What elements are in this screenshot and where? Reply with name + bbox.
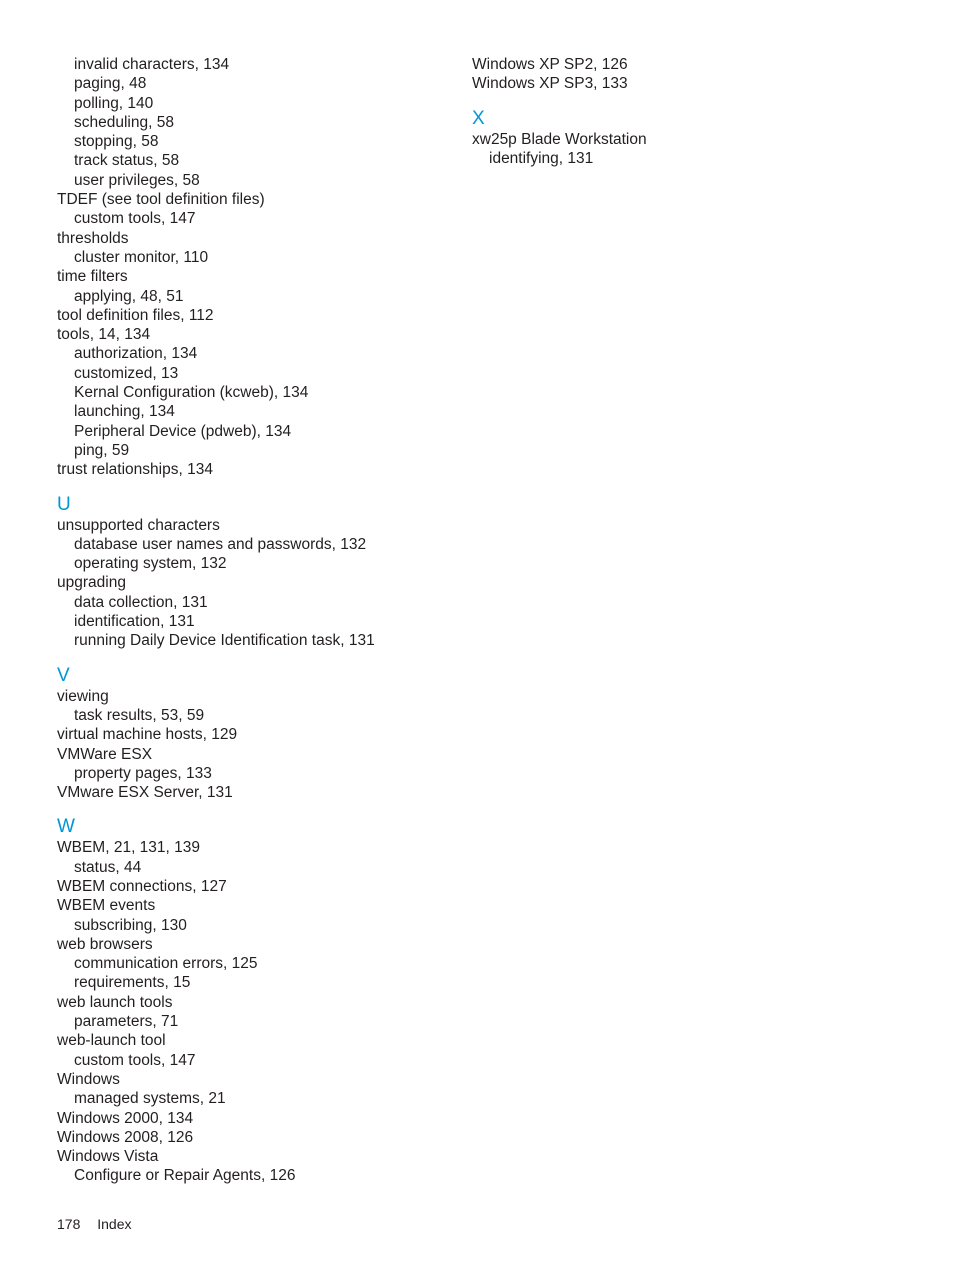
index-subentry: subscribing, 130 bbox=[74, 916, 187, 934]
index-subentry: custom tools, 147 bbox=[74, 210, 196, 228]
page-number: 178 bbox=[57, 1216, 81, 1232]
index-subentry: launching, 134 bbox=[74, 403, 175, 421]
index-subentry: authorization, 134 bbox=[74, 345, 198, 363]
index-entry: upgrading bbox=[57, 574, 126, 592]
index-subentry: task results, 53, 59 bbox=[74, 706, 205, 724]
index-subentry: user privileges, 58 bbox=[74, 171, 200, 189]
index-entry: WBEM connections, 127 bbox=[57, 877, 227, 895]
index-column-left bbox=[57, 55, 447, 1186]
index-entry: unsupported characters bbox=[57, 516, 220, 534]
index-subentry: running Daily Device Identification task, 131 bbox=[74, 632, 375, 650]
index-subentry: communication errors, 125 bbox=[74, 955, 258, 973]
index-subentry: parameters, 71 bbox=[74, 1013, 179, 1031]
index-entry: Windows 2008, 126 bbox=[57, 1128, 194, 1146]
index-subentry: identifying, 131 bbox=[489, 149, 594, 167]
index-subentry: property pages, 133 bbox=[74, 764, 212, 782]
index-entry: Windows XP SP2, 126 bbox=[472, 56, 628, 73]
index-subentry: status, 44 bbox=[74, 858, 142, 876]
index-entry: tool definition files, 112 bbox=[57, 306, 214, 324]
index-letter-heading: U bbox=[57, 493, 71, 515]
index-subentry: identification, 131 bbox=[74, 613, 195, 631]
index-entry: time filters bbox=[57, 268, 128, 286]
index-subentry: invalid characters, 134 bbox=[74, 56, 230, 73]
index-entry: Windows Vista bbox=[57, 1148, 159, 1166]
index-entry: web browsers bbox=[57, 935, 153, 953]
index-subentry: stopping, 58 bbox=[74, 133, 159, 151]
index-entry: web launch tools bbox=[57, 993, 173, 1011]
index-subentry: custom tools, 147 bbox=[74, 1051, 196, 1069]
index-subentry: track status, 58 bbox=[74, 152, 180, 170]
index-entry: VMWare ESX bbox=[57, 745, 153, 763]
footer-section-label: Index bbox=[97, 1216, 132, 1232]
index-entry: trust relationships, 134 bbox=[57, 461, 213, 479]
index-letter-heading: X bbox=[472, 107, 485, 129]
index-subentry: scheduling, 58 bbox=[74, 113, 174, 131]
index-letter-heading: W bbox=[57, 816, 75, 838]
index-letter-heading: V bbox=[57, 664, 70, 686]
index-subentry: database user names and passwords, 132 bbox=[74, 535, 367, 553]
index-subentry: operating system, 132 bbox=[74, 555, 227, 573]
index-entry: WBEM events bbox=[57, 897, 156, 915]
index-subentry: polling, 140 bbox=[74, 94, 154, 112]
index-subentry: data collection, 131 bbox=[74, 593, 208, 611]
index-subentry: applying, 48, 51 bbox=[74, 287, 184, 305]
index-subentry: requirements, 15 bbox=[74, 974, 191, 992]
index-entry: xw25p Blade Workstation bbox=[472, 130, 647, 148]
index-subentry: Configure or Repair Agents, 126 bbox=[74, 1167, 296, 1185]
index-entry: tools, 14, 134 bbox=[57, 326, 151, 344]
index-entry: viewing bbox=[57, 687, 109, 705]
index-subentry: paging, 48 bbox=[74, 75, 147, 93]
index-entry: VMware ESX Server, 131 bbox=[57, 784, 233, 802]
index-entry: Windows bbox=[57, 1070, 120, 1088]
index-subentry: customized, 13 bbox=[74, 364, 179, 382]
index-entry: web-launch tool bbox=[57, 1032, 166, 1050]
index-entry: thresholds bbox=[57, 229, 129, 247]
index-subentry: Peripheral Device (pdweb), 134 bbox=[74, 422, 292, 440]
index-column-right bbox=[472, 55, 912, 168]
index-subentry: ping, 59 bbox=[74, 441, 130, 459]
index-subentry: cluster monitor, 110 bbox=[74, 248, 209, 266]
index-entry: Windows 2000, 134 bbox=[57, 1109, 194, 1127]
index-entry: Windows XP SP3, 133 bbox=[472, 75, 628, 93]
index-entry: virtual machine hosts, 129 bbox=[57, 726, 238, 744]
page-footer bbox=[57, 1215, 132, 1233]
index-entry: WBEM, 21, 131, 139 bbox=[57, 839, 201, 857]
index-entry: TDEF (see tool definition files) bbox=[57, 191, 265, 209]
index-subentry: managed systems, 21 bbox=[74, 1090, 226, 1108]
index-subentry: Kernal Configuration (kcweb), 134 bbox=[74, 384, 309, 402]
